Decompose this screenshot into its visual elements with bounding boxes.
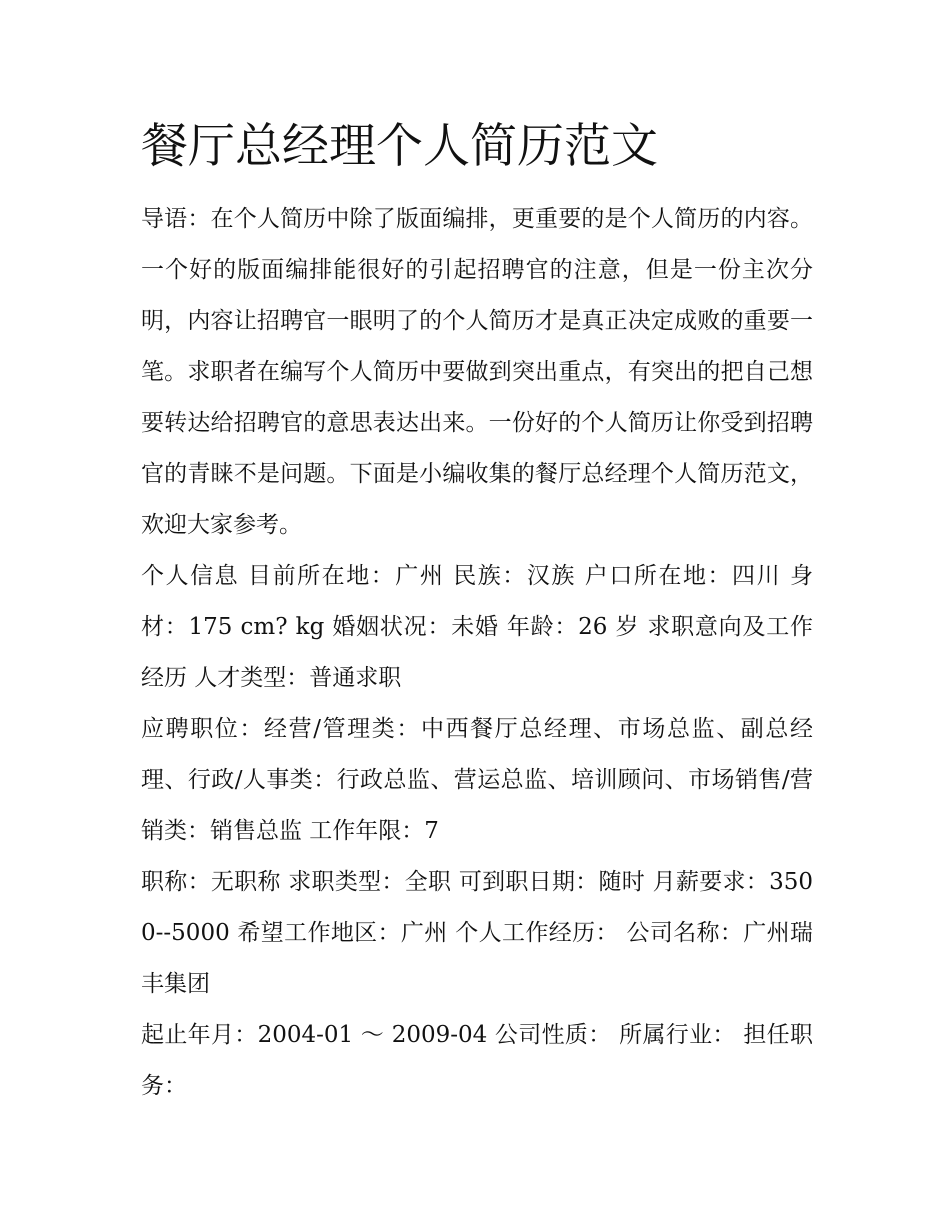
intro-paragraph: 导语：在个人简历中除了版面编排，更重要的是个人简历的内容。一个好的版面编排能很好的引起招聘官的注意，但是一份主次分明，内容让招聘官一眼明了的个人简历才是真正决定成败的重要一笔。求职者在编写个人简历中要做到突出重点，有突出的把自己想要转达给招聘官的意思表达出来。一份好的个人简历让你受到招聘官的青睐不是问题。下面是小编收集的餐厅总经理个人简历范文，欢迎大家参考。 xyxy=(141,206,813,538)
job-position-paragraph: 应聘职位：经营/管理类：中西餐厅总经理、市场总监、副总经理、行政/人事类：行政总监、营运总监、培训顾问、市场销售/营销类：销售总监 工作年限：7 xyxy=(141,716,813,844)
document-title: 餐厅总经理个人简历范文 xyxy=(141,119,658,174)
job-requirements-paragraph: 职称：无职称 求职类型：全职 可到职日期：随时 月薪要求：3500--5000 希望工作地区：广州 个人工作经历： 公司名称：广州瑞丰集团 xyxy=(141,869,813,997)
work-period-paragraph: 起止年月：2004-01 ～ 2009-04 公司性质： 所属行业： 担任职务： xyxy=(141,1022,813,1099)
document-page xyxy=(141,112,813,1112)
personal-info-paragraph: 个人信息 目前所在地：广州 民族：汉族 户口所在地：四川 身材：175 cm? kg 婚姻状况：未婚 年龄：26 岁 求职意向及工作经历 人才类型：普通求职 xyxy=(141,563,813,691)
